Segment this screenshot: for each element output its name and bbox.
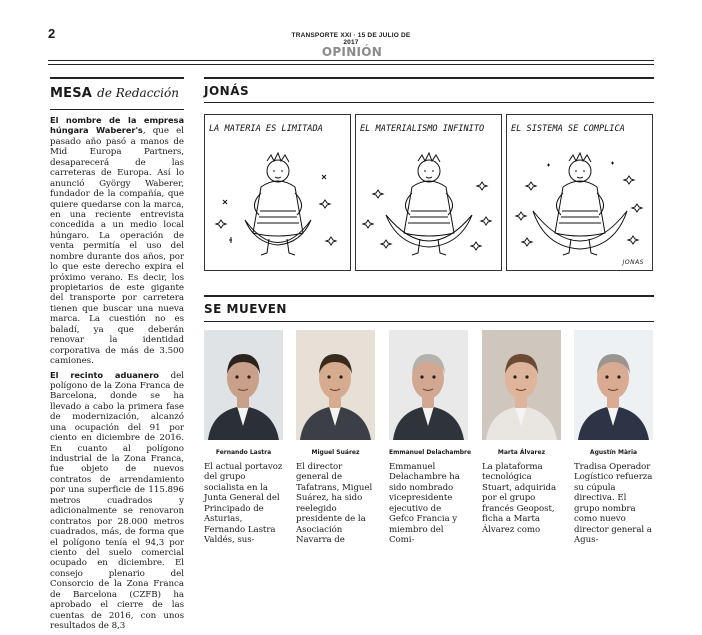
person-text: La plataforma tecnológica Stuart, adquirida por el grupo francés Geopost, ficha a Marta Álvarez como bbox=[482, 462, 557, 535]
person-text: El actual portavoz del grupo socialista en la Junta General del Principado de Asturias, Fernando Lastra Valdés, sus- bbox=[204, 462, 283, 546]
mesa-article bbox=[50, 371, 184, 632]
jonas-heading-rule bbox=[204, 102, 654, 103]
mesa-articles bbox=[50, 116, 184, 631]
mesa-heading bbox=[50, 78, 184, 104]
section-title: OPINIÓN bbox=[321, 45, 383, 59]
header-rule-top bbox=[48, 60, 654, 61]
article-body: , que el pasado año pasó a manos de Mid Europa Partners, desaparecerá de las carreteras de Europa. Así lo anunció György Waberer, fundador de la compañía, que quiere quedarse con la marca, en una reciente entrevista concedida a un medio local húngaro. La operación de venta permitía el uso del nombre durante dos años, por lo que este derecho expira el próximo verano. Es decir, los propietarios de este gigante del transporte por carretera tienen que buscar una nueva marca. La cuestión no es baladí, ya que deberán renovar la identidad corporativa de más de 3.500 camiones. bbox=[50, 126, 184, 367]
cartoon-caption: LA MATERIA ES LIMITADA bbox=[209, 124, 323, 134]
cartoon-drawing bbox=[205, 115, 351, 271]
person-photo bbox=[296, 330, 375, 440]
article-lead: El nombre de la empresa húngara Waberer's bbox=[50, 115, 184, 136]
mesa-heading-rule bbox=[50, 109, 184, 110]
person-card bbox=[389, 330, 472, 546]
person-card bbox=[204, 330, 283, 546]
person-photo bbox=[482, 330, 561, 440]
person-text: Emmanuel Delachambre ha sido nombrado vicepresidente ejecutivo de Gefco Francia y miembro del Comi- bbox=[389, 462, 460, 546]
page-number: 2 bbox=[48, 26, 56, 41]
person-name: Emmanuel Delachambre bbox=[389, 449, 472, 456]
person-name: Miguel Suárez bbox=[311, 449, 360, 456]
cartoon-caption: EL SISTEMA SE COMPLICA bbox=[511, 124, 625, 134]
mesa-subtitle: de Redacción bbox=[97, 86, 179, 100]
cartoon-signature: JONAS bbox=[622, 259, 644, 266]
person-card bbox=[296, 330, 375, 546]
person-name: Fernando Lastra bbox=[215, 449, 272, 456]
cartoon-drawing bbox=[356, 115, 502, 271]
cartoon-panel-3 bbox=[506, 114, 653, 271]
cartoon-drawing bbox=[507, 115, 653, 271]
mesa-article bbox=[50, 116, 184, 367]
jonas-top-rule bbox=[204, 77, 654, 79]
mesa-column bbox=[50, 78, 184, 635]
mueven-heading: SE MUEVEN bbox=[204, 302, 287, 316]
mesa-title: MESA bbox=[50, 86, 93, 101]
header-rule-bottom bbox=[48, 64, 654, 65]
person-card bbox=[574, 330, 653, 546]
person-photo bbox=[574, 330, 653, 440]
person-text: Tradisa Operador Logístico refuerza su cúpula directiva. El grupo nombra como nuevo director general a Agus- bbox=[574, 462, 653, 546]
person-photo bbox=[389, 330, 468, 440]
article-body: del polígono de la Zona Franca de Barcelona, donde se ha llevado a cabo la primera fase de modernización, alcanzó una ocupación del 91 por ciento en diciembre de 2016. En cuanto al polígono industrial de la Zona Franca, fue objeto de nuevos contratos de arrendamiento por una superficie de 115.896 metros cuadrados y adicionalmente se renovaron contratos por 28.000 metros cuadrados, más, de forma que el polígono tenía el 94,3 por ciento del suelo comercial ocupado en diciembre. El consejo plenario del Consorcio de la Zona Franca de Barcelona (CZFB) ha aprobado el cierre de las cuentas de 2016, con unos resultados de 8,3 bbox=[50, 370, 184, 631]
cartoon-panel-2 bbox=[355, 114, 502, 271]
article-lead: El recinto aduanero bbox=[50, 369, 159, 380]
masthead: TRANSPORTE XXI · 15 DE JULIO DE 2017 bbox=[291, 32, 411, 46]
person-photo bbox=[204, 330, 283, 440]
person-text: El director general de Tafatrans, Miguel Suárez, ha sido reelegido presidente de la Asociación Navarra de bbox=[296, 462, 373, 546]
person-name: Agustín Mària bbox=[589, 449, 638, 456]
jonas-heading: JONÁS bbox=[204, 84, 250, 98]
mueven-top-rule bbox=[204, 295, 654, 297]
cartoon-caption: EL MATERIALISMO INFINITO bbox=[360, 124, 485, 134]
person-card bbox=[482, 330, 561, 535]
cartoon-panel-1 bbox=[204, 114, 351, 271]
mueven-heading-rule bbox=[204, 321, 654, 322]
person-name: Marta Álvarez bbox=[497, 449, 546, 456]
